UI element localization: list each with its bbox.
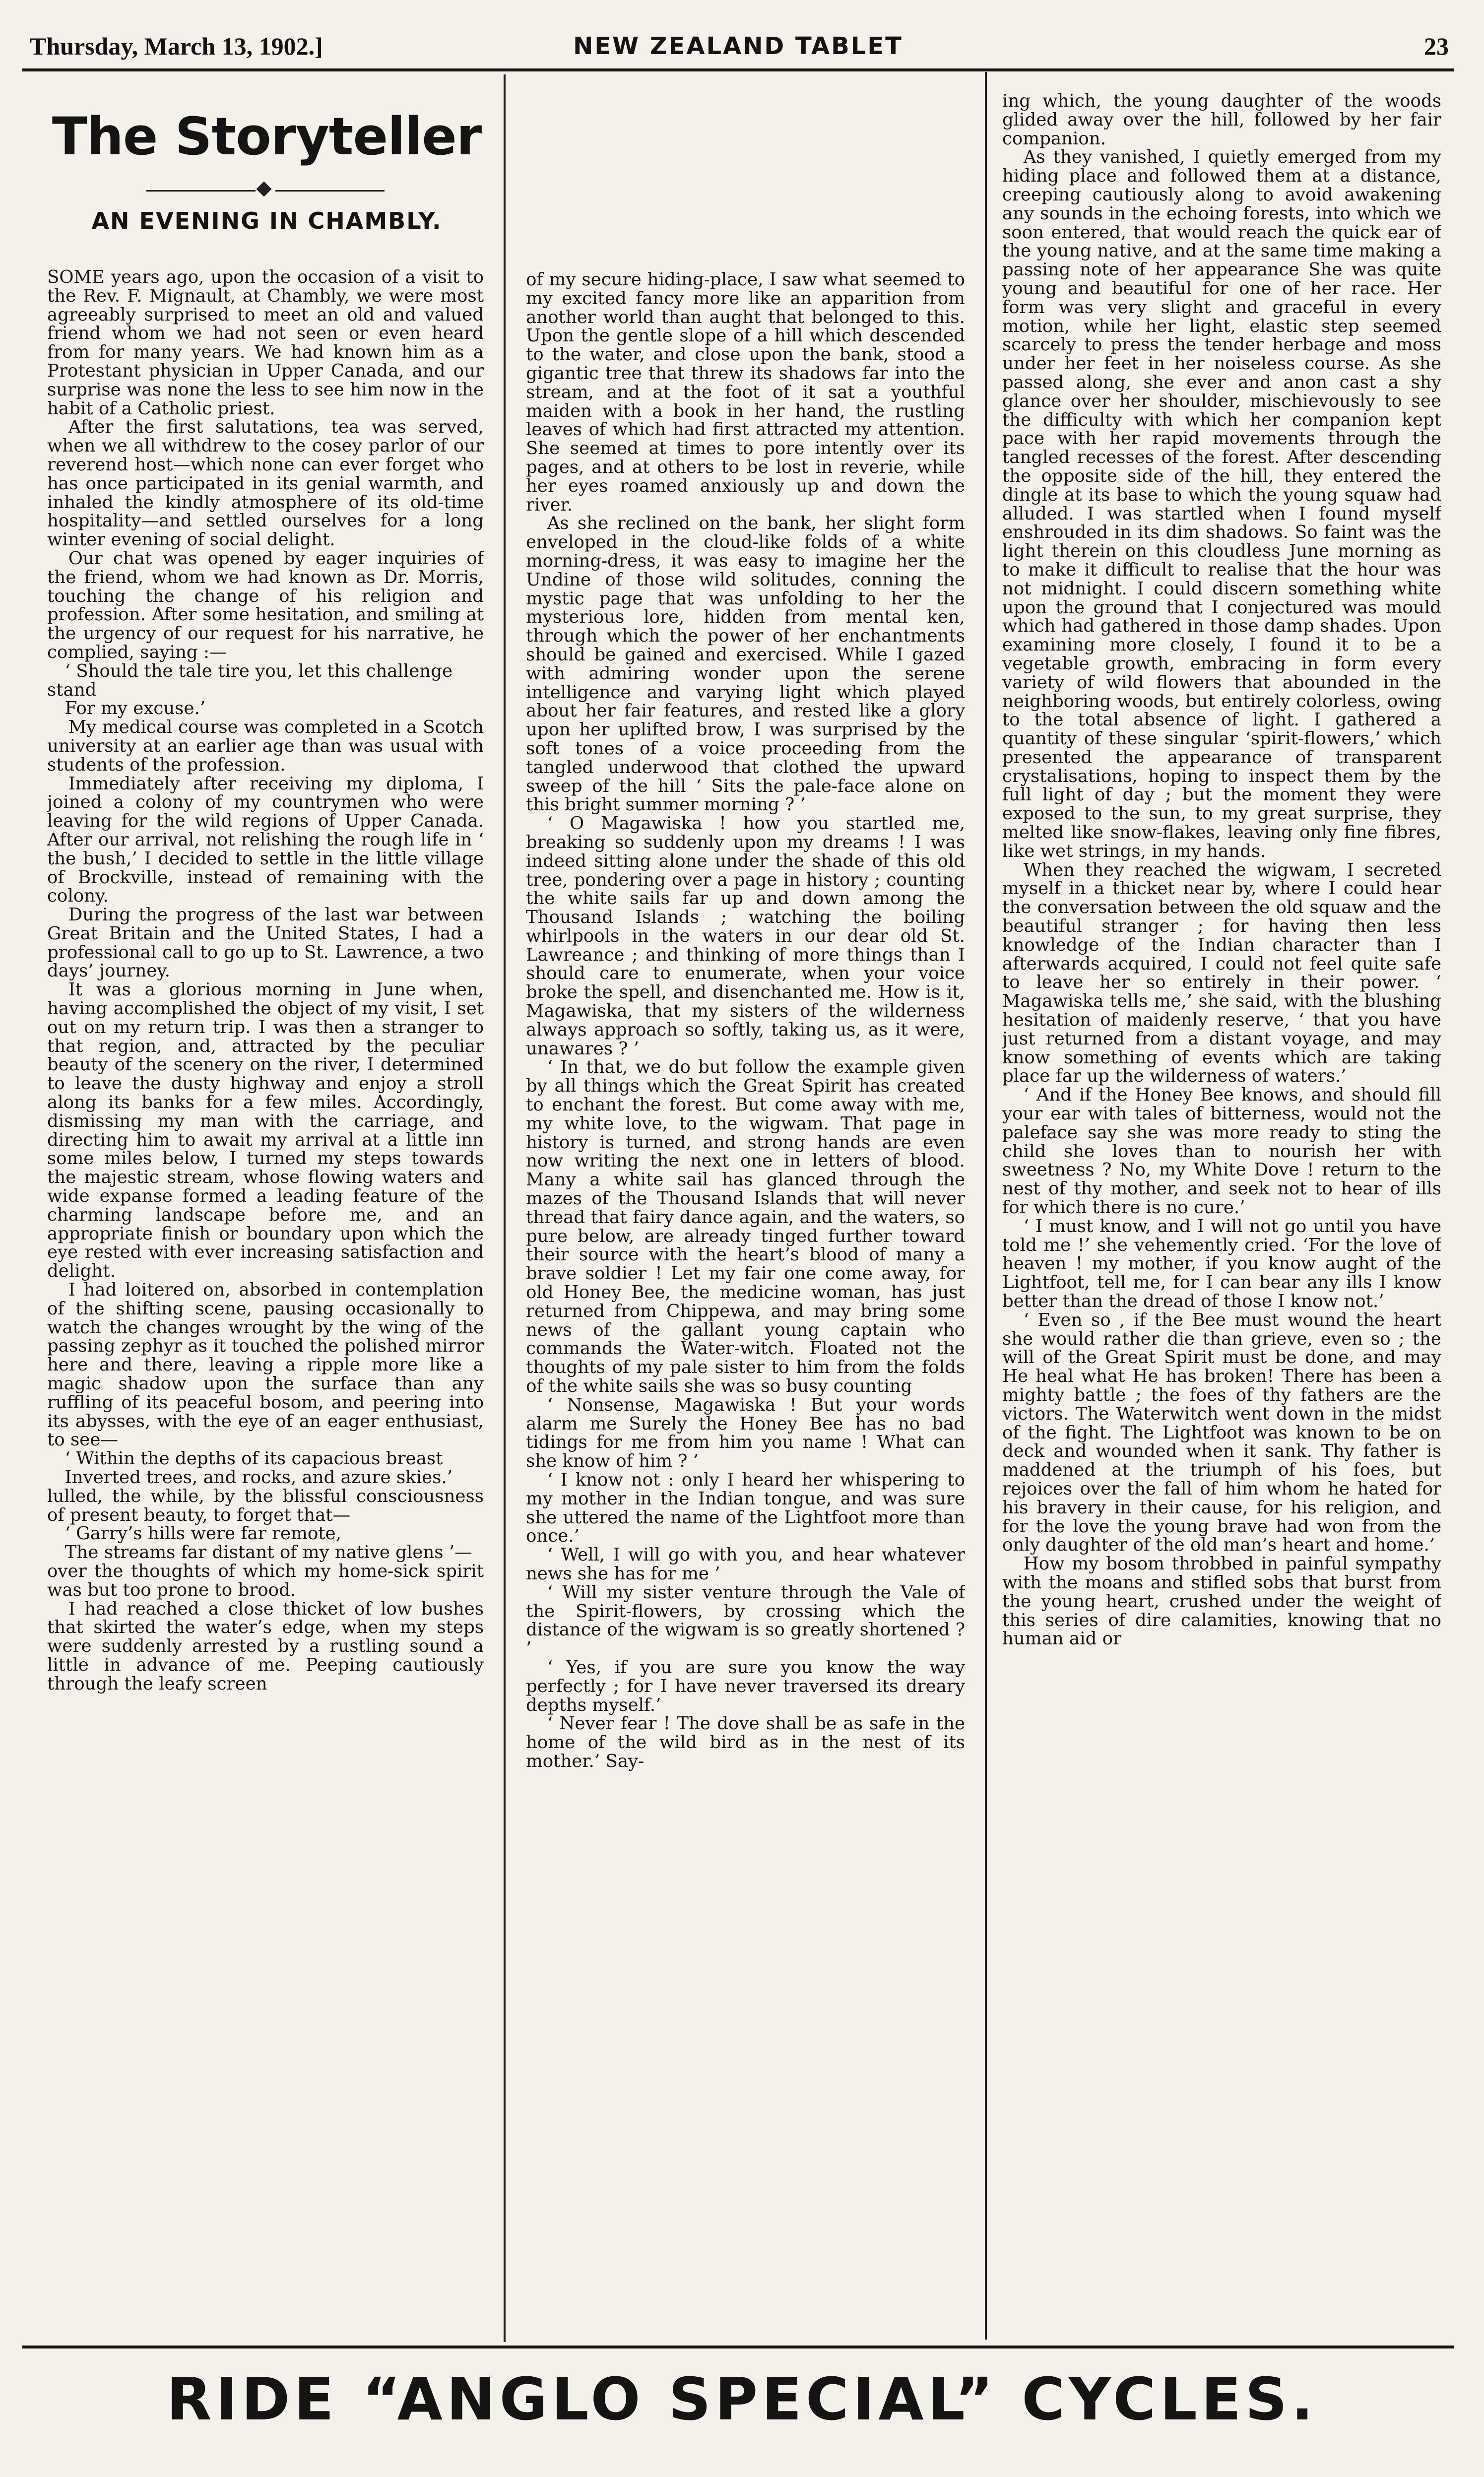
text-column-1 [47, 268, 484, 2332]
advertisement-banner: RIDE “ANGLO SPECIAL” CYCLES. [166, 2365, 1318, 2433]
paragraph: ‘ Nonsense, Magawiska ! But your words alarm me Surely the Honey Bee has no bad tidings for me from him you name ! What can she know of him ? ’ [526, 1394, 965, 1472]
paragraph: ‘ In that, we do but follow the example given by all things which the Great Spirit has created to enchant the forest. But come away with me, my white love, to the wigwam. That page in history is turned, and strong hands are even now writing the next one in letters of blood. Many a white sail has glanced through the mazes of the Thousand Islands that will never thread that fairy dance again, and the waters, so pure below, are already tinged further toward their source with the heart’s blood of many a brave soldier ! Let my fair one come away, for old Honey Bee, the medicine woman, has just returned from Chippewa, and may bring some news of the gallant young captain who commands the Water-witch. Floated not the thoughts of my pale sister to him from the folds of the white sails she was so busy counting [526, 1057, 965, 1397]
text-column-3 [1002, 92, 1441, 2335]
paragraph: ‘ Within the depths of its capacious breast [65, 1448, 443, 1469]
paragraph: of my secure hiding-place, I saw what seemed to my excited fancy more like an apparition from another world than aught that belonged to this. Upon the gentle slope of a hill which descended to the water, and close upon the bank, stood a gigantic tree that threw its shadows far into the stream, and at the foot of it sat a youthful maiden with a book in her hand, the rustling leaves of which had first attracted my attention. She seemed at times to pore intently over its pages, and at others to be lost in reverie, while her eyes roamed anxiously up and down the river. [526, 270, 965, 515]
paragraph: over the thoughts of which my home-sick spirit was but too prone to brood. [47, 1561, 484, 1600]
paragraph: As she reclined on the bank, her slight form enveloped in the cloud-like folds of a white morning-dress, it was easy to imagine her the Undine of those wild solitudes, conning the mystic page that was unfolding to her the mysterious lore, hidden from mental ken, through which the power of her enchantments should be gained and exercised. While I gazed with admiring wonder upon the serene intelligence and varying light which played about her fair features, and rested like a glory upon her uplifted brow, I was surprised by the soft tones of a voice proceeding from the tangled underwood that clothed the upward sweep of the hill ‘ Sits the pale-face alone on this bright summer morning ? ’ [526, 513, 965, 815]
column-divider-2 [985, 72, 987, 2340]
ornament-line-right [275, 190, 385, 192]
paragraph: ‘ Will my sister venture through the Vale of the Spirit-flowers, by crossing which the distance of the wigwam is so greatly shortened ? ’ [526, 1582, 965, 1659]
paragraph: SOME years ago, upon the occasion of a visit to the Rev. F. Mignault, at Chambly, we were most agreeably surprised to meet an old and valued friend whom we had not seen or even heard from for many years. We had known him as a Protestant physician in Upper Canada, and our surprise was none the less to see him now in the habit of a Catholic priest. [47, 268, 484, 419]
paragraph: ing which, the young daughter of the woods glided away over the hill, followed by her fair companion. [1002, 92, 1441, 149]
paragraph: My medical course was completed in a Scotch university at an earlier age than was usual with students of the profession. [47, 717, 484, 775]
paragraph: I had reached a close thicket of low bushes that skirted the water’s edge, when my steps were suddenly arrested by a rustling sound a little in advance of me. Peeping cautiously through the leafy screen [47, 1598, 484, 1694]
paragraph: ‘ I must know, and I will not go until you have told me !’ she vehemently cried. ‘For the love of heaven ! my mother, if you know aught of the Lightfoot, tell me, for I can bear any ills I know better than the dread of those I know not.’ [1002, 1216, 1441, 1311]
newspaper-name: NEW ZEALAND TABLET [573, 32, 903, 60]
paragraph: As they vanished, I quietly emerged from my hiding place and followed them at a distance, creeping cautiously along to avoid awakening any sounds in the echoing forests, into which we soon entered, that would reach the quick ear of the young native, and at the same time making a passing note of her appearance She was quite young and beautiful for one of her race. Her form was very slight and graceful in every motion, while her light, elastic step seemed scarcely to press the tender herbage and moss under her feet in her noiseless course. As she passed along, she ever and anon cast a shy glance over her shoulder, mischievously to see the difficulty with which her companion kept pace with her rapid movements through the tangled recesses of the forest. After descending the opposite side of the hill, they entered the dingle at its base to which the young squaw had alluded. I was startled when I found myself enshrouded in its dim shadows. So faint was the light therein on this cloudless June morning as to make it difficult to realise that the hour was not midnight. I could discern something white upon the ground that I conjectured was mould which had gathered in those damp shades. Upon examining more closely, I found it to be a vegetable growth, embracing in form every variety of wild flowers that abounded in the neighboring woods, but entirely colorless, owing to the total absence of light. I gathered a quantity of these singular ‘spirit-flowers,’ which presented the appearance of transparent crystalisations, hoping to inspect them by the full light of day ; but the moment they were exposed to the sun, to my great surprise, they melted like snow-flakes, leaving only fine fibres, like wet strings, in my hands. [1002, 147, 1441, 861]
diamond-ornament-icon [256, 181, 271, 196]
text-column-2 [526, 270, 965, 2332]
column-divider-1 [504, 74, 506, 2342]
paragraph: ‘ O Magawiska ! how you startled me, breaking so suddenly upon my dreams ! I was indeed sitting alone under the shade of this old tree, pondering over a page in history ; counting the white sails far up and down among the Thousand Islands ; watching the boiling whirlpools in the waters in our dear old St. Lawreance ; and thinking of more things than I should care to enumerate, when your voice broke the spell, and disenchanted me. How is it, Magawiska, that my sisters of the wilderness always approach so softly, taking us, as it were, unawares ? ’ [526, 813, 965, 1059]
article-title: The Storyteller [52, 106, 482, 167]
masthead-rule [22, 68, 1454, 71]
paragraph: I had loitered on, absorbed in contemplation of the shifting scene, pausing occasionally to watch the changes wrought by the wing of the passing zephyr as it touched the polished mirror here and there, leaving a ripple more like a magic shadow upon the surface than any ruffling of its peaceful bosom, and peering into its abysses, with the eye of an eager enthusiast, to see— [47, 1280, 484, 1450]
paragraph: After the first salutations, tea was served, when we all withdrew to the cosey parlor of our reverend host—which none can ever forget who has once participated in its genial warmth, and inhaled the kindly atmosphere of its old-time hospitality—and settled ourselves for a long winter evening of social delight. [47, 417, 484, 550]
paragraph: ‘ I know not : only I heard her whispering to my mother in the Indian tongue, and was sure she uttered the name of the Lightfoot more than once.’ [526, 1470, 965, 1547]
article-heading [27, 104, 506, 253]
article-subtitle: AN EVENING IN CHAMBLY. [91, 207, 442, 234]
paragraph: How my bosom throbbed in painful sympathy with the moans and stifled sobs that burst from the young heart, crushed under the weight of this series of dire calamities, knowing that no human aid or [1002, 1554, 1441, 1649]
paragraph: ‘ Yes, if you are sure you know the way perfectly ; for I have never traversed its dreary depths myself.’ [526, 1657, 965, 1715]
title-ornament [146, 184, 385, 198]
masthead [22, 27, 1454, 72]
footer-rule [22, 2346, 1454, 2348]
paragraph: ‘ Never fear ! The dove shall be as safe in the home of the wild bird as in the nest of its mother.’ Say- [526, 1713, 965, 1771]
paragraph: ‘ Should the tale tire you, let this challenge stand [47, 660, 453, 700]
paragraph: Immediately after receiving my diploma, I joined a colony of my countrymen who were leaving for the wild regions of Upper Canada. After our arrival, not relishing the rough life in ‘ the bush,’ I decided to settle in the little village of Brockville, instead of remaining with the colony. [47, 773, 484, 907]
paragraph: ‘ Even so , if the Bee must wound the heart she would rather die than grieve, even so ; the will of the Great Spirit must be done, and may He heal what He has broken! There has been a mighty battle ; the foes of thy fathers are the victors. The Waterwitch went down in the midst of the fight. The Lightfoot was known to be on deck and wounded when it sank. Thy father is maddened at the triumph of his foes, but rejoices over the fall of him whom he hated for his bravery in their cause, for his religion, and for the love the young brave had won from the only daughter of the old man’s heart and home.’ [1002, 1309, 1441, 1556]
paragraph: During the progress of the last war between Great Britain and the United States, I had a professional call to go up to St. Lawrence, a two days’ journey. [47, 905, 484, 981]
paragraph: ‘ And if the Honey Bee knows, and should fill your ear with tales of bitterness, would not the paleface say she was more ready to sting the child she loves than to nourish her with sweetness ? No, my White Dove ! return to the nest of thy mother, and seek not to hear of ills for which there is no cure.’ [1002, 1085, 1441, 1218]
paragraph: It was a glorious morning in June when, having accomplished the object of my visit, I set out on my return trip. I was then a stranger to that region, and, attracted by the peculiar beauty of the scenery on the river, I determined to leave the dusty highway and enjoy a stroll along its banks for a few miles. Accordingly, dismissing my man with the carriage, and directing him to await my arrival at a little inn some miles below, I turned my steps towards the majestic stream, whose flowing waters and wide expanse formed a leading feature of the charming landscape before me, and an appropriate finish or boundary upon which the eye rested with ever increasing satisfaction and delight. [47, 979, 484, 1282]
paragraph: ‘ Garry’s hills were far remote, [65, 1523, 341, 1544]
paragraph: lulled, the while, by the blissful consciousness of present beauty, to forget that— [47, 1486, 484, 1525]
paragraph: The streams far distant of my native glens ’— [65, 1542, 472, 1563]
issue-date: Thursday, March 13, 1902.] [30, 32, 323, 60]
paragraph: When they reached the wigwam, I secreted myself in a thicket near by, where I could hear the conversation between the old squaw and the beautiful stranger ; for having then less knowledge of the Indian character than I afterwards acquired, I could not feel quite safe to leave her so entirely in their power. ‘ Magawiska tells me,’ she said, with the blushing hesitation of maidenly reserve, ‘ that you have just returned from a distant voyage, and may know something of events which are taking place far up the wilderness of waters.’ [1002, 859, 1441, 1087]
ornament-line-left [146, 190, 256, 192]
paragraph: Inverted trees, and rocks, and azure skies.’ [65, 1467, 453, 1488]
page-number: 23 [1424, 32, 1449, 60]
paragraph: For my excuse.’ [65, 698, 206, 719]
paragraph: ‘ Well, I will go with you, and hear whatever news she has for me ’ [526, 1545, 965, 1584]
paragraph: Our chat was opened by eager inquiries of the friend, whom we had known as Dr. Morris, touching the change of his religion and profession. After some hesitation, and smiling at the urgency of our request for his narrative, he complied, saying :— [47, 548, 484, 662]
